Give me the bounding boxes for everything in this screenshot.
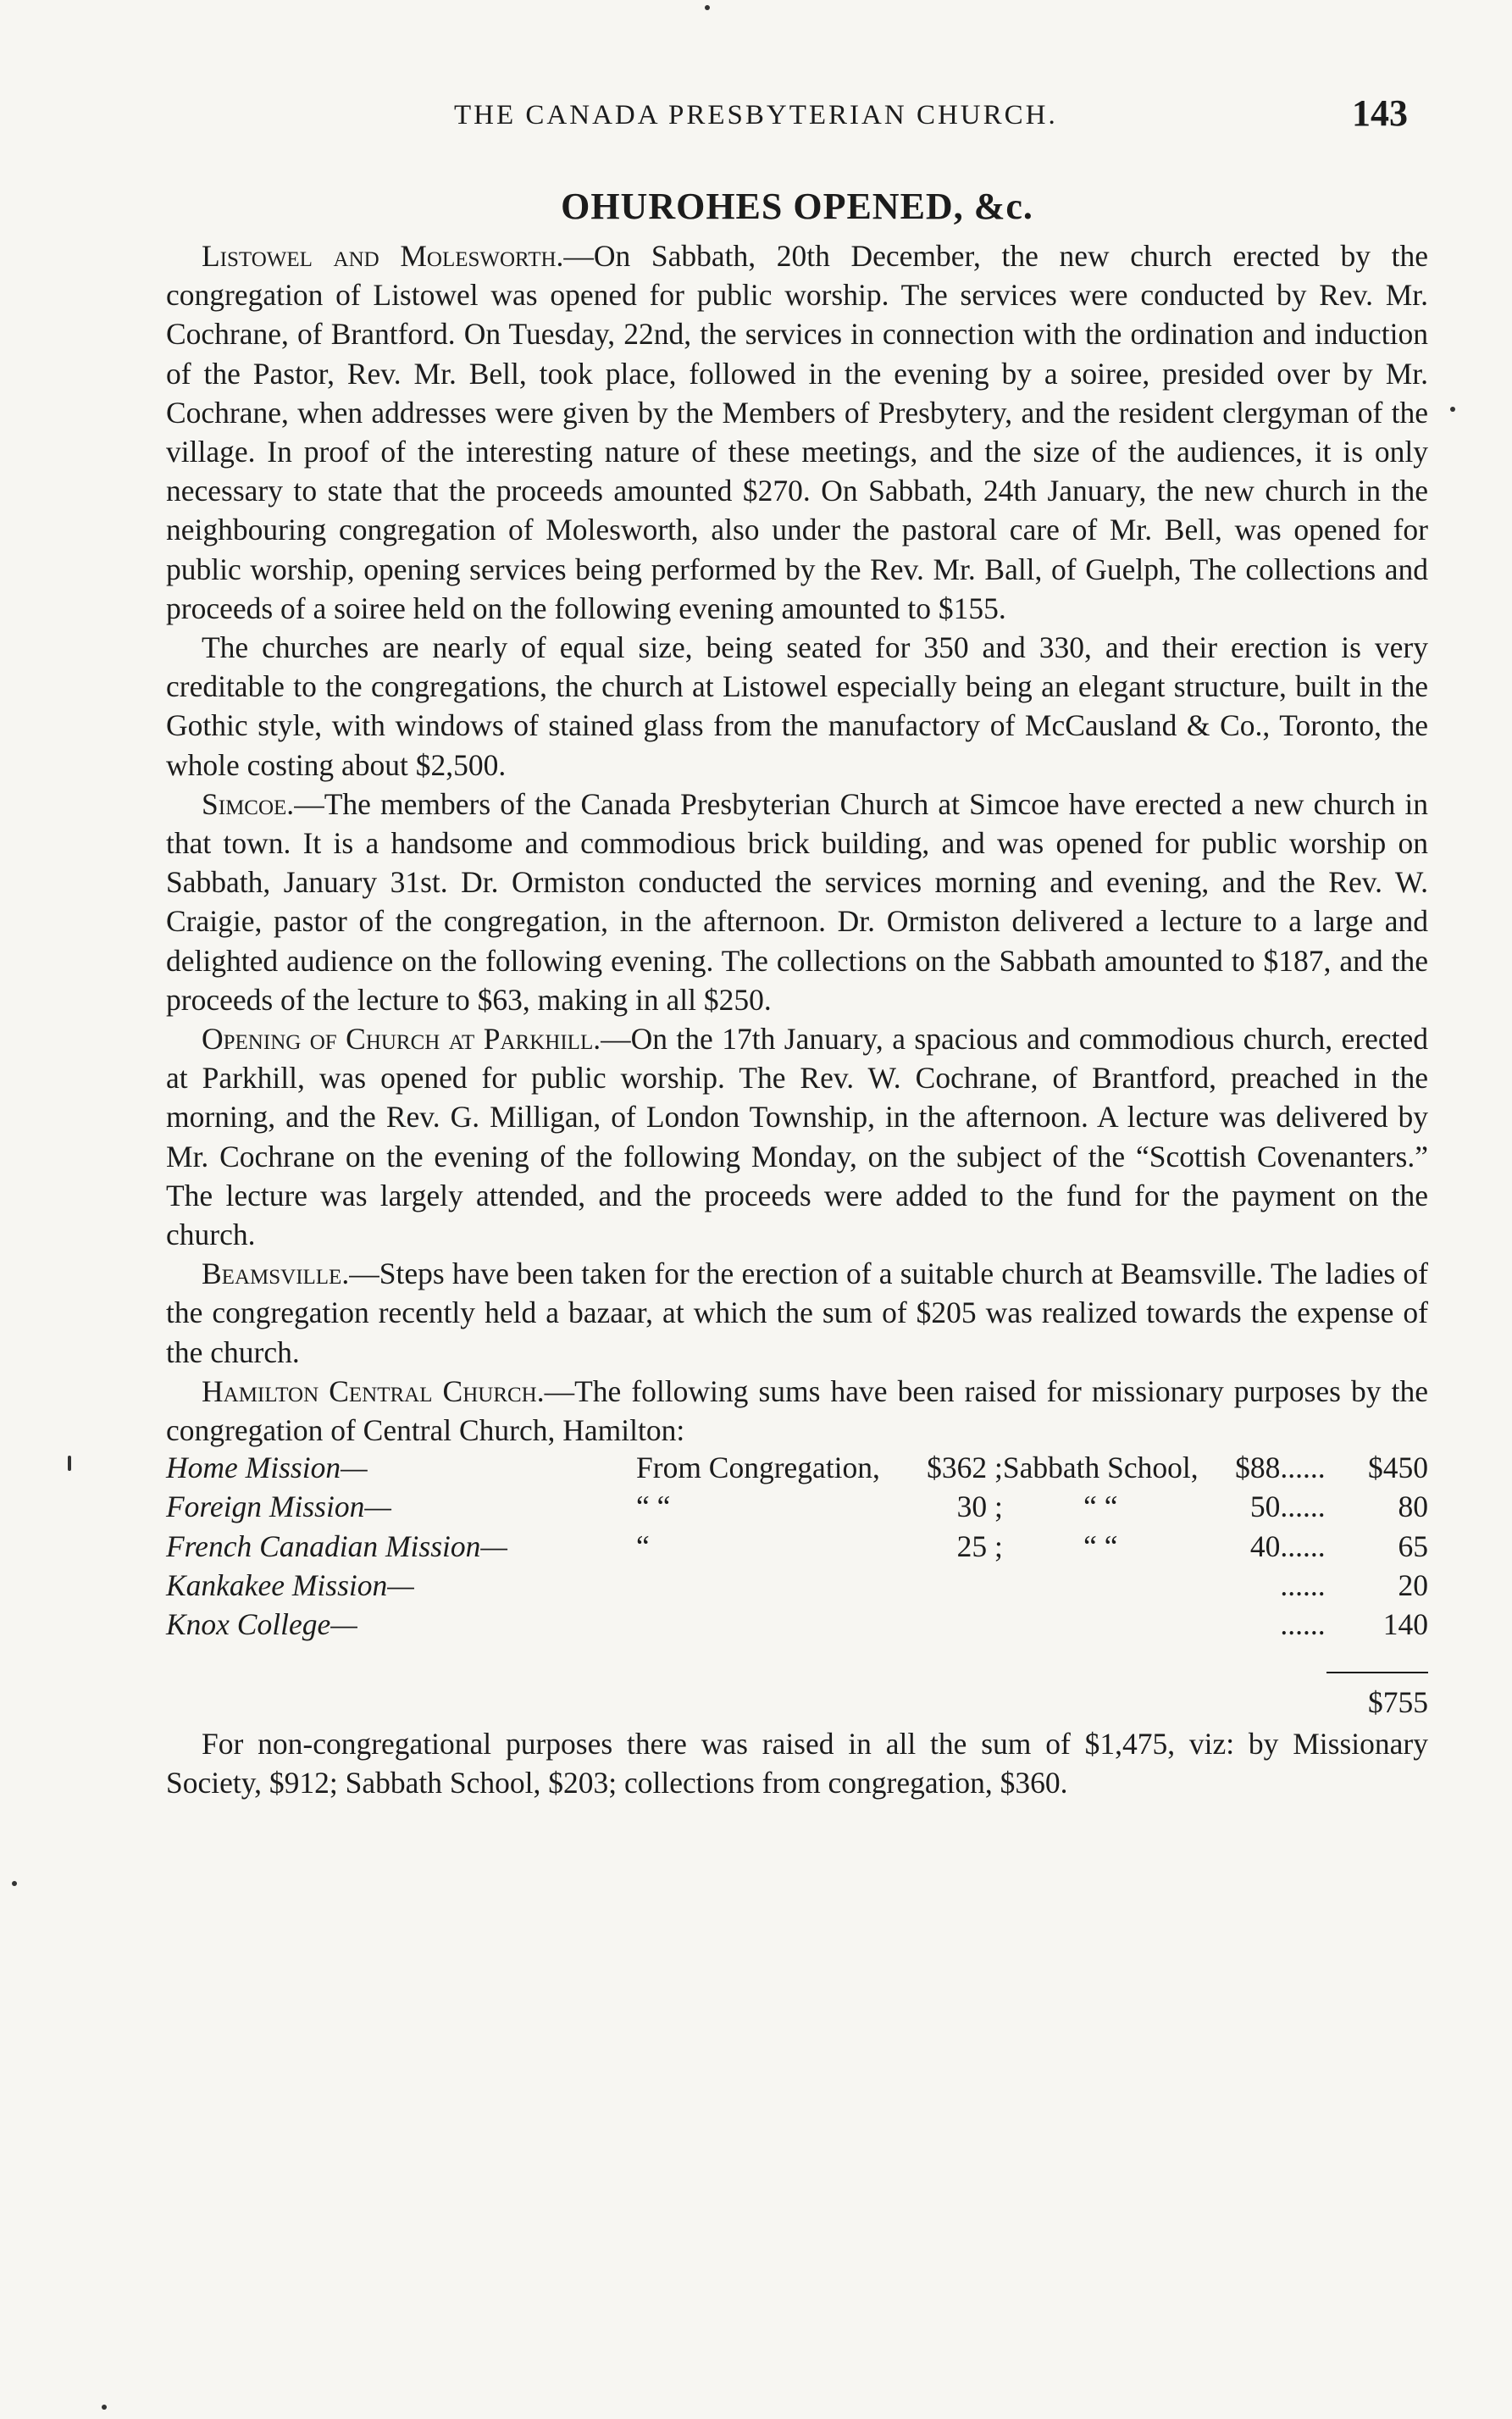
row-secondary-source: Sabbath School, <box>1002 1451 1199 1485</box>
running-head <box>166 92 1428 137</box>
row-secondary-source: “ “ <box>1083 1529 1118 1563</box>
table-row <box>166 1606 1428 1645</box>
paragraph-listowel <box>166 236 1428 628</box>
print-speck <box>12 1881 17 1886</box>
missionary-sums-table <box>166 1450 1428 1723</box>
row-secondary-source: “ “ <box>1083 1490 1118 1524</box>
page-number: 143 <box>1352 92 1408 134</box>
paragraph-non-congregational: For non-congregational purposes there was raised in all the sum of $1,475, viz: by Missionary Society, $912; Sabbath School, $203; collections from congregation, $360. <box>166 1726 1428 1800</box>
print-speck <box>705 5 710 10</box>
row-total: 140 <box>1382 1607 1428 1642</box>
row-source: “ <box>636 1529 650 1563</box>
total-rule-row <box>166 1645 1428 1684</box>
row-amount1: 25 ; <box>956 1529 1003 1563</box>
row-label: Knox College— <box>166 1607 357 1642</box>
row-amount2: 40...... <box>1249 1529 1326 1563</box>
paragraph-listowel-churches: The churches are nearly of equal size, being seated for 350 and 330, and their erection is very creditable to the congregations, the church at Listowel especially being an elegant structure, built in the Gothic style, with windows of stained glass from the manufactory of McCausland & Co., Toronto, the whole costing about $2,500. <box>166 630 1428 782</box>
row-amount1 <box>880 1606 1003 1645</box>
row-secondary-source <box>1003 1567 1199 1606</box>
row-source <box>636 1606 880 1645</box>
row-source <box>636 1567 880 1606</box>
row-amount1: 30 ; <box>956 1490 1003 1524</box>
print-speck <box>1450 407 1455 412</box>
table-row <box>166 1529 1428 1567</box>
paragraph-hamilton <box>166 1372 1428 1450</box>
lead-hamilton: Hamilton Central Church. <box>202 1373 545 1408</box>
lead-simcoe: Simcoe. <box>202 786 295 821</box>
row-total: $450 <box>1368 1451 1428 1485</box>
row-label: Kankakee Mission— <box>166 1567 414 1602</box>
print-speck <box>102 2405 107 2410</box>
paragraph-parkhill <box>166 1019 1428 1254</box>
row-source: From Congregation, <box>636 1451 880 1485</box>
lead-beamsville: Beamsville. <box>202 1257 350 1291</box>
text-hamilton: —The following sums have been raised for missionary purposes by the congregation of Central Church, Hamilton: <box>166 1373 1428 1448</box>
table-row <box>166 1567 1428 1606</box>
row-amount2: 50...... <box>1249 1490 1326 1524</box>
lead-parkhill: Opening of Church at Parkhill. <box>202 1022 601 1057</box>
row-source: “ “ <box>636 1490 671 1524</box>
row-amount2: ...... <box>1280 1607 1326 1642</box>
row-label: French Canadian Mission— <box>166 1529 507 1563</box>
row-label: Foreign Mission— <box>166 1490 391 1524</box>
row-amount1: $362 ; <box>927 1451 1003 1485</box>
text-simcoe: —The members of the Canada Presbyterian Church at Simcoe have erected a new church in that town. It is a handsome and commodious brick building, and was opened for public worship on Sabbath, January 31st. Dr. Ormiston conducted the services morning and evening, and the Rev. W. Craigie, pastor of the congregation, in the afternoon. Dr. Ormiston delivered a lecture to a large and delighted audience on the following evening. The collections on the Sabbath amounted to $187, and the proceeds of the lecture to $63, making in all $250. <box>166 786 1428 1017</box>
print-speck <box>68 1456 71 1471</box>
grand-total-row <box>166 1684 1428 1723</box>
text-parkhill: —On the 17th January, a spacious and commodious church, erected at Parkhill, was opened for public worship. The Rev. W. Cochrane, of Brantford, preached in the morning, and the Rev. G. Milligan, of London Township, in the afternoon. A lecture was delivered by Mr. Cochrane on the evening of the following Monday, on the subject of the “Scottish Covenanters.” The lecture was largely attended, and the proceeds were added to the fund for the payment on the church. <box>166 1022 1428 1252</box>
row-secondary-source <box>1003 1606 1199 1645</box>
row-amount2: ...... <box>1280 1567 1326 1602</box>
table-row <box>166 1489 1428 1528</box>
row-total: 80 <box>1398 1490 1428 1524</box>
lead-listowel: Listowel and Molesworth. <box>202 239 564 273</box>
grand-total: $755 <box>1368 1685 1428 1720</box>
row-total: 65 <box>1398 1529 1428 1563</box>
row-amount1 <box>880 1567 1003 1606</box>
text-beamsville: —Steps have been taken for the erection of a suitable church at Beamsville. The ladies of the congregation recently held a bazaar, at which the sum of $205 was realized towards the expense of the church. <box>166 1257 1428 1369</box>
row-total: 20 <box>1398 1567 1428 1602</box>
paragraph-beamsville <box>166 1254 1428 1372</box>
text-listowel: —On Sabbath, 20th December, the new church erected by the congregation of Listowel was opened for public worship. The services were conducted by Rev. Mr. Cochrane, of Brantford. On Tuesday, 22nd, the services in connection with the ordination and induction of the Pastor, Rev. Mr. Bell, took place, followed in the evening by a soiree, presided over by Mr. Cochrane, when addresses were given by the Members of Presbytery, and the resident clergyman of the village. In proof of the interesting nature of these meetings, and the size of the audiences, it is only necessary to state that the proceeds amounted $270. On Sabbath, 24th January, the new church in the neighbouring congregation of Molesworth, also under the pastoral care of Mr. Bell, was opened for public worship, opening services being performed by the Rev. Mr. Ball, of Guelph, The collections and proceeds of a soiree held on the following evening amounted to $155. <box>166 239 1428 625</box>
row-amount2: $88...... <box>1235 1451 1326 1485</box>
total-rule <box>1326 1672 1428 1673</box>
row-label: Home Mission— <box>166 1451 368 1485</box>
table-row <box>166 1450 1428 1489</box>
paragraph-simcoe <box>166 785 1428 1019</box>
section-title: OHUROHES OPENED, &c. <box>561 186 1033 227</box>
page <box>166 92 1428 1802</box>
running-title: THE CANADA PRESBYTERIAN CHURCH. <box>454 100 1058 130</box>
